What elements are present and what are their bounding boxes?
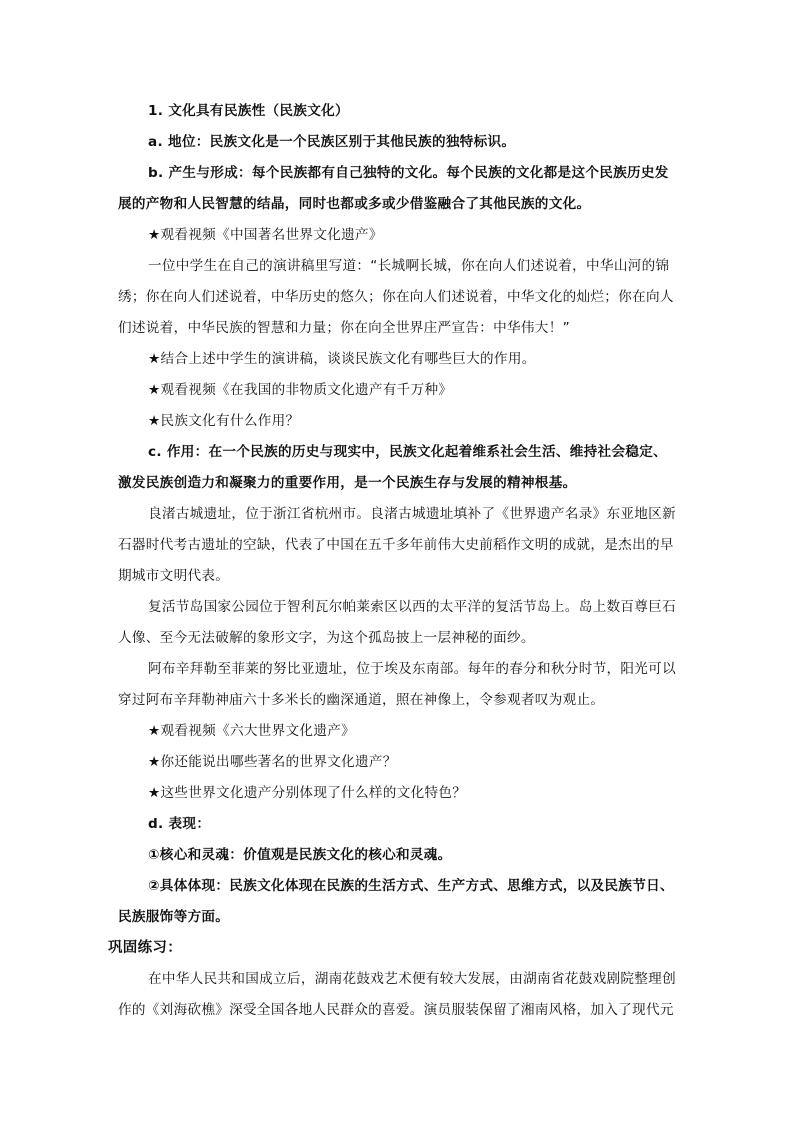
text-line: 一位中学生在自己的演讲稿里写道：“长城啊长城，你在向人们述说着，中华山河的锦: [148, 258, 670, 274]
exercise-heading: [108, 933, 678, 964]
text-line: 穿过阿布辛拜勒神庙六十多米长的幽深通道，照在神像上，令参观者叹为观止。: [118, 692, 605, 708]
text-line: ★你还能说出哪些著名的世界文化遗产？: [148, 754, 397, 770]
text-line: 在中华人民共和国成立后，湖南花鼓戏艺术便有较大发展，由湖南省花鼓戏剧院整理创: [148, 971, 676, 987]
text-line: 作的《刘海砍樵》深受全国各地人民群众的喜爱。演员服装保留了湘南风格，加入了现代元: [118, 1002, 674, 1018]
section-heading-national-culture: [118, 96, 678, 127]
text-line: a. 地位：民族文化是一个民族区别于其他民族的独特标识。: [148, 134, 516, 150]
text-line: 复活节岛国家公园位于智利瓦尔帕莱索区以西的太平洋的复活节岛上。岛上数百尊巨石: [148, 599, 676, 615]
text-line: ①核心和灵魂：价值观是民族文化的核心和灵魂。: [148, 847, 452, 863]
text-line: 1. 文化具有民族性（民族文化）: [148, 103, 349, 119]
text-line: ★这些世界文化遗产分别体现了什么样的文化特色？: [148, 785, 467, 801]
video-prompt-1: [118, 220, 678, 251]
speech-excerpt: [118, 251, 678, 344]
text-line: 石器时代考古遗址的空缺，代表了中国在五千多年前伟大史前稻作文明的成就，是杰出的早: [118, 537, 674, 553]
text-line: ★观看视频《在我国的非物质文化遗产有千万种》: [148, 382, 453, 398]
point-c-function: [118, 437, 678, 499]
text-line: c. 作用：在一个民族的历史与现实中，民族文化起着维系社会生活、维持社会稳定、: [148, 444, 668, 460]
text-line: 绣；你在向人们述说着，中华历史的悠久；你在向人们述说着，中华文化的灿烂；你在向人: [118, 289, 674, 305]
text-line: 期城市文明代表。: [118, 568, 230, 584]
text-line: ★观看视频《中国著名世界文化遗产》: [148, 227, 383, 243]
text-line: 们述说着，中华民族的智慧和力量；你在向全世界庄严宣告：中华伟大！”: [118, 320, 570, 336]
question-2: [118, 406, 678, 437]
text-line: 展的产物和人民智慧的结晶，同时也都或多或少借鉴融合了其他民族的文化。: [118, 196, 591, 212]
text-line: 激发民族创造力和凝聚力的重要作用，是一个民族生存与发展的精神根基。: [118, 475, 577, 491]
sub-point-core: [118, 840, 678, 871]
text-line: ②具体体现：民族文化体现在民族的生活方式、生产方式、思维方式，以及民族节日、: [148, 878, 674, 894]
text-line: 阿布辛拜勒至菲莱的努比亚遗址，位于埃及东南部。每年的春分和秋分时节，阳光可以: [148, 661, 676, 677]
text-line: 良渚古城遗址，位于浙江省杭州市。良渚古城遗址填补了《世界遗产名录》东亚地区新: [148, 506, 676, 522]
text-line: 民族服饰等方面。: [118, 909, 230, 925]
text-line: 巩固练习：: [108, 940, 182, 956]
point-b-origin: [118, 158, 678, 220]
text-line: 人像、至今无法破解的象形文字，为这个孤岛披上一层神秘的面纱。: [118, 630, 535, 646]
question-1: [118, 344, 678, 375]
text-line: ★结合上述中学生的演讲稿，谈谈民族文化有哪些巨大的作用。: [148, 351, 536, 367]
exercise-paragraph: [118, 964, 678, 1026]
point-a-status: [118, 127, 678, 158]
abu-simbel-paragraph: [118, 654, 678, 716]
text-line: ★观看视频《六大世界文化遗产》: [148, 723, 355, 739]
easter-island-paragraph: [118, 592, 678, 654]
video-prompt-3: [118, 716, 678, 747]
text-line: ★民族文化有什么作用？: [148, 413, 300, 429]
sub-point-concrete: [118, 871, 678, 933]
point-d-manifestation: [118, 809, 678, 840]
text-line: d. 表现：: [148, 816, 211, 832]
question-3: [118, 747, 678, 778]
video-prompt-2: [118, 375, 678, 406]
liangzhu-paragraph: [118, 499, 678, 592]
text-line: b. 产生与形成：每个民族都有自己独特的文化。每个民族的文化都是这个民族历史发: [148, 165, 669, 181]
document-body: [108, 96, 678, 1026]
question-4: [118, 778, 678, 809]
